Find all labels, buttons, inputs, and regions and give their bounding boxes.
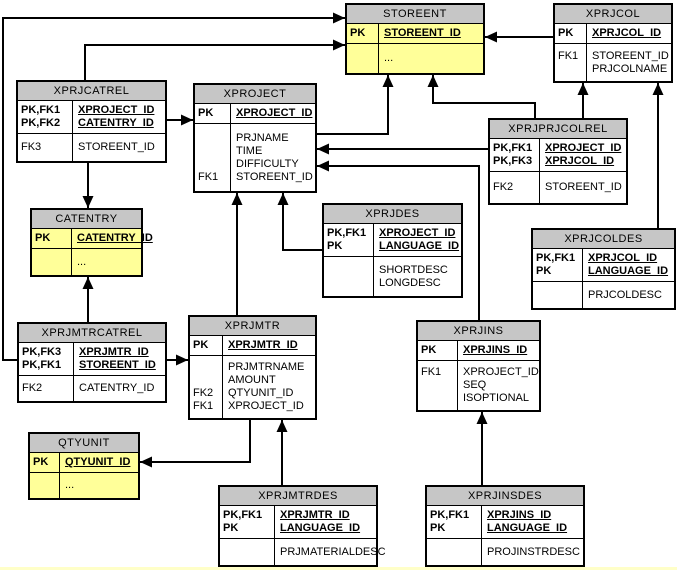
relationship-xprjprjcolrel-storeent xyxy=(433,75,535,118)
column-name: PRJMTRNAME xyxy=(228,361,305,373)
field-column xyxy=(74,376,165,401)
key-column xyxy=(18,101,73,133)
arrowhead-into-xproject xyxy=(317,144,329,155)
column-name: DIFFICULTY xyxy=(236,157,299,170)
field-column xyxy=(223,356,315,418)
field-column xyxy=(73,101,165,133)
primary-key-section xyxy=(195,104,315,123)
table-xprjmtr[interactable] xyxy=(188,315,317,420)
table-catentry[interactable] xyxy=(30,208,153,277)
key-label xyxy=(536,289,579,302)
key-column xyxy=(490,139,540,171)
arrowhead-into-xproject xyxy=(232,193,243,205)
primary-key-section xyxy=(18,101,165,133)
arrowhead-into-catentry xyxy=(83,277,94,289)
key-column xyxy=(195,124,231,191)
arrowhead-into-xproject xyxy=(317,161,329,172)
field-column xyxy=(72,229,153,248)
key-label: PK xyxy=(193,339,209,351)
field-column xyxy=(374,224,461,256)
column-name: PRJCOLNAME xyxy=(592,62,668,75)
attribute-section xyxy=(347,43,483,73)
attribute-section xyxy=(533,281,674,308)
key-label xyxy=(421,392,454,405)
column-name: STOREENT_ID xyxy=(592,49,669,62)
table-title: CATENTRY xyxy=(32,210,141,229)
column-name: CATENTRY_ID xyxy=(79,382,155,394)
relationship-xprjmtr-qtyunit xyxy=(140,420,250,462)
attribute-section xyxy=(18,133,165,161)
attribute-section xyxy=(490,171,626,203)
field-column xyxy=(374,257,461,296)
column-name: PROJINSTRDESC xyxy=(487,545,580,558)
key-label: PK xyxy=(33,456,49,468)
key-column xyxy=(220,506,275,538)
attribute-section xyxy=(190,355,315,418)
key-label: FK1 xyxy=(421,366,442,378)
arrowhead-into-xprjmtr xyxy=(277,420,288,432)
key-label: PK xyxy=(223,522,239,534)
table-xproject[interactable] xyxy=(193,83,317,193)
field-column xyxy=(458,361,539,410)
key-label: FK3 xyxy=(21,141,42,153)
primary-key-section xyxy=(324,224,461,256)
field-column xyxy=(482,539,583,565)
key-column xyxy=(190,356,223,418)
field-column xyxy=(231,124,315,191)
table-title: XPRJINSDES xyxy=(427,487,583,506)
arrowhead-into-xprjcol xyxy=(578,83,589,95)
pk-column-name: LANGUAGE_ID xyxy=(588,265,669,277)
key-label xyxy=(430,546,478,559)
arrowhead-into-xprjmtr xyxy=(176,355,188,366)
field-column xyxy=(223,336,315,355)
table-xprjcol[interactable] xyxy=(553,3,673,83)
primary-key-section xyxy=(555,24,671,43)
pk-column-name: LANGUAGE_ID xyxy=(280,522,361,534)
column-name: QTYUNIT_ID xyxy=(228,387,294,399)
key-label: PK,FK1 xyxy=(223,509,263,521)
key-label xyxy=(33,479,56,492)
arrowhead-into-storeent xyxy=(428,75,439,87)
table-xprjmtrdes[interactable] xyxy=(218,485,386,567)
key-label: PK,FK2 xyxy=(21,117,61,129)
column-name: LONGDESC xyxy=(379,276,441,289)
attribute-section xyxy=(30,472,138,498)
key-label: PK xyxy=(350,27,366,39)
arrowhead-into-catentry xyxy=(83,196,94,208)
field-column xyxy=(583,249,674,281)
field-column xyxy=(60,453,138,472)
arrowhead-into-xprjcol xyxy=(653,83,664,95)
table-title: XPRJCOLDES xyxy=(533,230,674,249)
table-title: XPRJMTRDES xyxy=(220,487,376,506)
key-column xyxy=(418,341,458,360)
key-label xyxy=(198,145,227,158)
attribute-section xyxy=(195,123,315,191)
pk-column-name: XPRJINS_ID xyxy=(487,509,552,521)
key-column xyxy=(347,24,379,43)
arrowhead-into-storeent xyxy=(333,13,345,24)
column-name: STOREENT_ID xyxy=(545,181,622,193)
primary-key-section xyxy=(190,336,315,355)
primary-key-section xyxy=(490,139,626,171)
pk-column-name: XPROJECT_ID xyxy=(236,107,313,119)
attribute-section xyxy=(324,256,461,296)
key-column xyxy=(418,361,458,410)
column-name: TIME xyxy=(236,144,263,157)
column-name: STOREENT_ID xyxy=(236,170,313,183)
key-label: PK xyxy=(421,344,437,356)
key-label xyxy=(223,546,271,559)
pk-column-name: CATENTRY_ID xyxy=(78,117,154,129)
column-name: XPROJECT_ID xyxy=(463,366,539,378)
key-column xyxy=(427,539,482,565)
column-name: XPROJECT_ID xyxy=(228,400,304,412)
key-column xyxy=(30,453,60,472)
arrowhead-into-xproject xyxy=(181,115,193,126)
key-column xyxy=(32,229,72,248)
key-column xyxy=(427,506,482,538)
field-column xyxy=(73,134,165,161)
pk-column-name: XPRJCOL_ID xyxy=(545,155,615,167)
column-name: STOREENT_ID xyxy=(78,141,155,153)
key-label: PK xyxy=(198,107,214,119)
attribute-section xyxy=(32,248,141,275)
column-name: PRJMATERIALDESC xyxy=(280,545,386,558)
key-label xyxy=(327,264,370,277)
key-column xyxy=(32,249,72,275)
pk-column-name: STOREENT_ID xyxy=(384,27,461,39)
table-title: XPRJCOL xyxy=(555,5,671,24)
key-label: PK xyxy=(430,522,446,534)
attribute-section xyxy=(220,538,386,565)
key-label: PK,FK1 xyxy=(536,252,576,264)
column-name: AMOUNT xyxy=(228,374,276,386)
key-column xyxy=(555,44,587,81)
primary-key-section xyxy=(418,341,539,360)
pk-column-name: XPRJINS_ID xyxy=(463,344,528,356)
key-label: FK2 xyxy=(493,181,514,193)
arrowhead-into-storeent xyxy=(383,75,394,87)
field-column xyxy=(540,172,626,203)
column-name: PRJNAME xyxy=(236,131,289,144)
primary-key-section xyxy=(347,24,483,43)
key-label xyxy=(198,158,227,171)
column-name: ... xyxy=(384,52,394,64)
key-column xyxy=(190,336,223,355)
field-column xyxy=(231,104,315,123)
key-label xyxy=(193,361,219,374)
table-title: XPRJPRJCOLREL xyxy=(490,120,626,139)
key-label: PK,FK3 xyxy=(22,346,62,358)
field-column xyxy=(60,473,138,498)
key-label: FK1 xyxy=(558,49,579,62)
field-column xyxy=(379,24,483,43)
pk-column-name: CATENTRY_ID xyxy=(77,232,153,244)
field-column xyxy=(587,24,671,43)
pk-column-name: STOREENT_ID xyxy=(79,359,156,371)
attribute-section xyxy=(418,360,539,410)
primary-key-section xyxy=(220,506,376,538)
key-label: FK1 xyxy=(193,400,214,412)
attribute-section xyxy=(555,43,671,81)
table-title: XPRJDES xyxy=(324,205,461,224)
table-xprjdes[interactable] xyxy=(322,203,463,298)
pk-column-name: XPROJECT_ID xyxy=(379,227,456,239)
table-title: XPROJECT xyxy=(195,85,315,104)
key-label xyxy=(350,52,375,65)
pk-column-name: LANGUAGE_ID xyxy=(379,240,460,252)
field-column xyxy=(458,341,539,360)
primary-key-section xyxy=(19,343,165,375)
key-label: PK,FK1 xyxy=(22,359,62,371)
field-column xyxy=(583,282,674,308)
primary-key-section xyxy=(533,249,674,281)
key-label: PK xyxy=(35,232,51,244)
attribute-section xyxy=(427,538,583,565)
field-column xyxy=(540,139,626,171)
key-label: FK1 xyxy=(198,170,219,183)
key-label: PK,FK1 xyxy=(430,509,470,521)
column-name: ... xyxy=(65,479,75,491)
pk-column-name: XPRJMTR_ID xyxy=(280,509,350,521)
key-label: PK,FK1 xyxy=(327,227,367,239)
key-column xyxy=(30,473,60,498)
field-column xyxy=(74,343,165,375)
column-name: PRJCOLDESC xyxy=(588,288,662,301)
attribute-section xyxy=(19,375,165,401)
table-title: XPRJINS xyxy=(418,322,539,341)
column-name: SEQ xyxy=(463,379,487,391)
key-column xyxy=(19,343,74,375)
key-column xyxy=(533,282,583,308)
arrowhead-into-xproject xyxy=(278,193,289,205)
table-title: XPRJCATREL xyxy=(18,82,165,101)
table-title: STOREENT xyxy=(347,5,483,24)
key-column xyxy=(324,224,374,256)
table-xprjcoldes[interactable] xyxy=(531,228,676,310)
field-column xyxy=(587,44,671,81)
table-xprjcatrel[interactable] xyxy=(16,80,167,163)
key-column xyxy=(555,24,587,43)
pk-column-name: XPROJECT_ID xyxy=(545,142,622,154)
pk-column-name: XPRJCOL_ID xyxy=(588,252,658,264)
field-column xyxy=(72,249,141,275)
pk-column-name: LANGUAGE_ID xyxy=(487,522,568,534)
key-column xyxy=(490,172,540,203)
key-label: PK,FK3 xyxy=(493,155,533,167)
key-column xyxy=(533,249,583,281)
table-title: XPRJMTRCATREL xyxy=(19,324,165,343)
table-xprjins[interactable] xyxy=(416,320,541,412)
key-column xyxy=(347,44,379,73)
field-column xyxy=(275,539,386,565)
column-name: SHORTDESC xyxy=(379,263,448,276)
pk-column-name: XPROJECT_ID xyxy=(78,104,155,116)
key-column xyxy=(18,134,73,161)
key-label: PK,FK1 xyxy=(493,142,533,154)
pk-column-name: XPRJMTR_ID xyxy=(228,339,298,351)
table-xprjinsdes[interactable] xyxy=(425,485,585,567)
key-label xyxy=(35,256,68,269)
key-column xyxy=(19,376,74,401)
pk-column-name: QTYUNIT_ID xyxy=(65,456,131,468)
key-column xyxy=(195,104,231,123)
table-xprjmtrcatrel[interactable] xyxy=(17,322,167,403)
key-label: FK2 xyxy=(193,387,214,399)
key-label: PK xyxy=(327,240,343,252)
table-storeent[interactable] xyxy=(345,3,485,75)
arrowhead-into-qtyunit xyxy=(140,457,152,468)
pk-column-name: XPRJCOL_ID xyxy=(592,27,662,39)
primary-key-section xyxy=(32,229,153,248)
key-label: PK xyxy=(536,265,552,277)
key-column xyxy=(324,257,374,296)
column-name: ISOPTIONAL xyxy=(463,392,530,404)
column-name: ... xyxy=(77,255,87,268)
primary-key-section xyxy=(427,506,583,538)
table-qtyunit[interactable] xyxy=(28,432,140,500)
key-label xyxy=(193,374,219,387)
key-label xyxy=(421,379,454,392)
relationship-xproject-storeent xyxy=(317,75,388,134)
relationship-xprjcatrel-storeent xyxy=(85,45,345,80)
arrowhead-into-storeent xyxy=(485,32,497,43)
field-column xyxy=(482,506,583,538)
field-column xyxy=(275,506,376,538)
table-title: QTYUNIT xyxy=(30,434,138,453)
key-label xyxy=(558,63,583,76)
arrowhead-into-storeent xyxy=(333,40,345,51)
key-label xyxy=(327,277,370,290)
relationship-xprjdes-xproject xyxy=(283,193,322,250)
table-xprjprjcolrel[interactable] xyxy=(488,118,628,205)
key-label: FK2 xyxy=(22,382,43,394)
key-label: PK xyxy=(558,27,574,39)
key-column xyxy=(220,539,275,565)
key-label: PK,FK1 xyxy=(21,104,61,116)
key-label xyxy=(198,132,227,145)
primary-key-section xyxy=(30,453,138,472)
table-title: XPRJMTR xyxy=(190,317,315,336)
arrowhead-into-xprjins xyxy=(477,412,488,424)
pk-column-name: XPRJMTR_ID xyxy=(79,346,149,358)
field-column xyxy=(379,44,483,73)
